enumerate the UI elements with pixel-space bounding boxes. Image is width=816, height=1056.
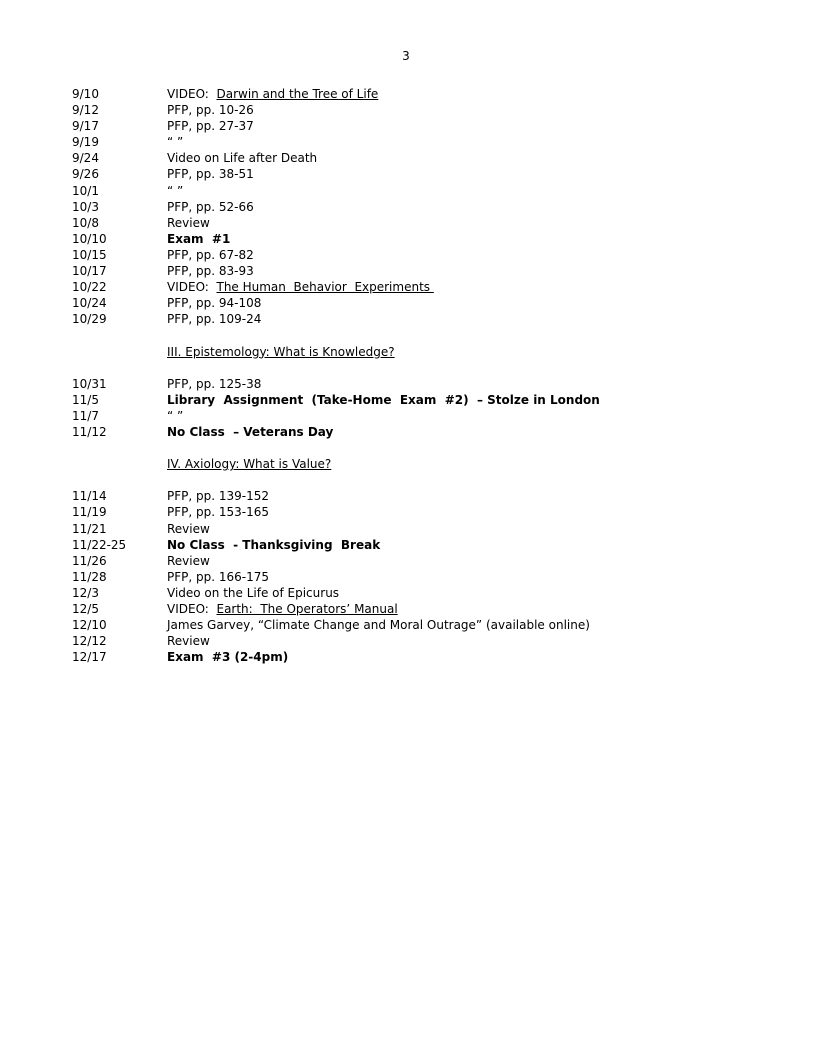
schedule-row bbox=[72, 166, 752, 182]
schedule-row bbox=[72, 617, 752, 633]
schedule-row bbox=[72, 231, 752, 247]
schedule-row bbox=[72, 199, 752, 215]
schedule-entry bbox=[167, 376, 261, 392]
schedule-date: 11/7 bbox=[72, 408, 99, 423]
schedule-entry bbox=[167, 247, 254, 263]
schedule-date: 11/21 bbox=[72, 521, 107, 536]
schedule-entry bbox=[167, 231, 230, 247]
schedule-row bbox=[72, 537, 752, 553]
schedule-row bbox=[72, 424, 752, 440]
schedule-date: 11/26 bbox=[72, 553, 107, 568]
schedule-date: 12/3 bbox=[72, 585, 99, 600]
entry-text: No Class – Veterans Day bbox=[167, 424, 334, 439]
entry-text: PFP, pp. 38-51 bbox=[167, 167, 254, 182]
schedule-row bbox=[72, 585, 752, 601]
spacer-row bbox=[72, 360, 752, 376]
schedule-date: 11/19 bbox=[72, 505, 107, 520]
entry-text: PFP, pp. 52-66 bbox=[167, 199, 254, 214]
schedule-entry bbox=[167, 617, 590, 633]
entry-text: “ ” bbox=[167, 408, 184, 423]
schedule-row bbox=[72, 633, 752, 649]
schedule-row bbox=[72, 408, 752, 424]
schedule-entry bbox=[167, 150, 317, 166]
schedule-entry bbox=[167, 569, 269, 585]
schedule-row bbox=[72, 569, 752, 585]
schedule-row bbox=[72, 118, 752, 134]
schedule-date: 12/10 bbox=[72, 618, 107, 633]
section-heading-row bbox=[72, 456, 752, 472]
schedule-row bbox=[72, 86, 752, 102]
entry-text: “ ” bbox=[167, 135, 184, 150]
schedule-entry bbox=[167, 166, 254, 182]
entry-text: Library Assignment (Take-Home Exam #2) – Stolze in London bbox=[167, 392, 600, 407]
entry-text: PFP, pp. 166-175 bbox=[167, 569, 270, 584]
schedule-entry bbox=[167, 408, 183, 424]
schedule-entry bbox=[167, 86, 378, 102]
schedule-entry bbox=[167, 311, 261, 327]
entry-text: PFP, pp. 94-108 bbox=[167, 296, 262, 311]
entry-text: Exam #1 bbox=[167, 231, 231, 246]
schedule-row bbox=[72, 488, 752, 504]
entry-text: Review bbox=[167, 521, 210, 536]
entry-text: PFP, pp. 83-93 bbox=[167, 264, 254, 279]
schedule-date: 9/26 bbox=[72, 167, 99, 182]
page-number bbox=[0, 49, 816, 63]
entry-text: No Class - Thanksgiving Break bbox=[167, 537, 381, 552]
schedule-entry bbox=[167, 102, 254, 118]
schedule-row bbox=[72, 295, 752, 311]
schedule-date: 9/24 bbox=[72, 151, 99, 166]
schedule-date: 11/22-25 bbox=[72, 537, 127, 552]
schedule-date: 11/28 bbox=[72, 569, 107, 584]
schedule-row bbox=[72, 215, 752, 231]
schedule-row bbox=[72, 102, 752, 118]
entry-prefix: VIDEO: bbox=[167, 280, 217, 295]
entry-text: PFP, pp. 125-38 bbox=[167, 376, 262, 391]
entry-title-underlined: The Human Behavior Experiments bbox=[216, 280, 434, 295]
schedule-row bbox=[72, 311, 752, 327]
schedule-date: 11/14 bbox=[72, 489, 107, 504]
section-heading: III. Epistemology: What is Knowledge? bbox=[167, 344, 395, 359]
schedule-date: 9/10 bbox=[72, 87, 99, 101]
schedule-entry bbox=[167, 553, 210, 569]
schedule-entry bbox=[167, 118, 254, 134]
entry-text: Exam #3 (2-4pm) bbox=[167, 650, 289, 665]
course-schedule bbox=[72, 86, 752, 665]
entry-prefix: VIDEO: bbox=[167, 602, 217, 616]
schedule-row bbox=[72, 263, 752, 279]
schedule-date: 12/5 bbox=[72, 602, 99, 616]
schedule-date: 9/12 bbox=[72, 103, 99, 118]
schedule-row bbox=[72, 649, 752, 665]
section-heading: IV. Axiology: What is Value? bbox=[167, 457, 332, 472]
schedule-date: 10/10 bbox=[72, 231, 107, 246]
entry-text: PFP, pp. 67-82 bbox=[167, 247, 254, 262]
schedule-entry bbox=[167, 521, 210, 537]
schedule-entry bbox=[167, 295, 261, 311]
schedule-entry bbox=[167, 279, 434, 295]
schedule-entry bbox=[167, 585, 339, 601]
entry-text: PFP, pp. 109-24 bbox=[167, 312, 262, 327]
schedule-date: 12/17 bbox=[72, 650, 107, 665]
entry-text: PFP, pp. 10-26 bbox=[167, 103, 254, 118]
schedule-row bbox=[72, 376, 752, 392]
schedule-row bbox=[72, 279, 752, 295]
schedule-date: 10/31 bbox=[72, 376, 107, 391]
page-number-text: 3 bbox=[402, 49, 410, 63]
entry-text: Review bbox=[167, 215, 210, 230]
entry-text: PFP, pp. 153-165 bbox=[167, 505, 270, 520]
schedule-row bbox=[72, 150, 752, 166]
schedule-date: 10/15 bbox=[72, 247, 107, 262]
schedule-row bbox=[72, 183, 752, 199]
schedule-date: 9/19 bbox=[72, 135, 99, 150]
schedule-date: 12/12 bbox=[72, 634, 107, 649]
schedule-date: 10/17 bbox=[72, 264, 107, 279]
schedule-row bbox=[72, 553, 752, 569]
schedule-date: 11/12 bbox=[72, 424, 107, 439]
entry-text: Video on Life after Death bbox=[167, 151, 318, 166]
entry-text: Review bbox=[167, 553, 210, 568]
spacer-row bbox=[72, 472, 752, 488]
schedule-entry bbox=[167, 488, 269, 504]
schedule-date: 11/5 bbox=[72, 392, 99, 407]
spacer-row bbox=[72, 327, 752, 343]
schedule-entry bbox=[167, 504, 269, 520]
schedule-entry bbox=[167, 199, 254, 215]
schedule-row bbox=[72, 601, 752, 617]
entry-title-underlined: Darwin and the Tree of Life bbox=[216, 87, 379, 101]
schedule-entry bbox=[167, 537, 380, 553]
schedule-entry bbox=[167, 649, 288, 665]
schedule-entry bbox=[167, 601, 398, 617]
section-heading-row bbox=[72, 344, 752, 360]
schedule-date: 10/1 bbox=[72, 183, 99, 198]
entry-text: PFP, pp. 139-152 bbox=[167, 489, 270, 504]
schedule-row bbox=[72, 521, 752, 537]
schedule-date: 10/3 bbox=[72, 199, 99, 214]
schedule-date: 9/17 bbox=[72, 119, 99, 134]
entry-prefix: VIDEO: bbox=[167, 87, 217, 101]
schedule-entry bbox=[167, 263, 254, 279]
schedule-date: 10/22 bbox=[72, 280, 107, 295]
schedule-entry bbox=[167, 424, 333, 440]
schedule-date: 10/8 bbox=[72, 215, 99, 230]
schedule-entry bbox=[167, 183, 183, 199]
schedule-row bbox=[72, 504, 752, 520]
schedule-date: 10/29 bbox=[72, 312, 107, 327]
schedule-entry bbox=[167, 633, 210, 649]
schedule-entry bbox=[167, 215, 210, 231]
entry-text: Video on the Life of Epicurus bbox=[167, 585, 340, 600]
schedule-entry bbox=[167, 392, 600, 408]
schedule-entry bbox=[167, 134, 183, 150]
entry-text: “ ” bbox=[167, 183, 184, 198]
schedule-date: 10/24 bbox=[72, 296, 107, 311]
schedule-row bbox=[72, 247, 752, 263]
schedule-row bbox=[72, 392, 752, 408]
schedule-row bbox=[72, 134, 752, 150]
entry-text: PFP, pp. 27-37 bbox=[167, 119, 254, 134]
entry-text: James Garvey, “Climate Change and Moral Outrage” (available online) bbox=[167, 618, 590, 633]
spacer-row bbox=[72, 440, 752, 456]
entry-title-underlined: Earth: The Operators’ Manual bbox=[216, 602, 398, 616]
entry-text: Review bbox=[167, 634, 210, 649]
